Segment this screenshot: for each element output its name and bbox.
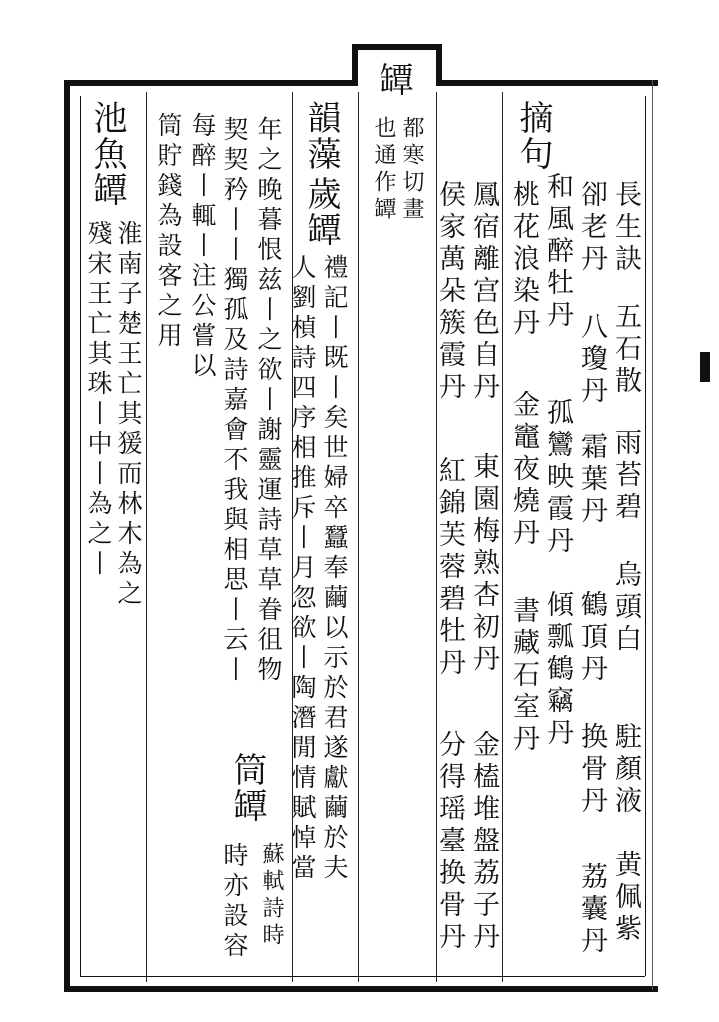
- col2-item-3: 霜葉丹: [576, 432, 607, 528]
- frame-inner-right: [645, 96, 646, 976]
- section-note-1: 都寒切畫: [399, 116, 424, 224]
- col1-item-5: 駐顏液: [610, 722, 641, 818]
- frame-left: [64, 80, 70, 992]
- heading-chiyutan: 池魚罈: [87, 100, 127, 208]
- col1-item-6: 黄佩紫: [610, 850, 641, 946]
- col6-item-3: 分得瑶臺换骨丹: [434, 730, 465, 954]
- col2-item-1: 卻老丹: [576, 180, 607, 276]
- col2-item-6: 荔囊丹: [576, 862, 607, 958]
- edge-line: [652, 80, 653, 990]
- col1-item-3: 雨苔碧: [610, 428, 641, 524]
- col4-item-2: 金竈夜燒丹: [508, 390, 539, 550]
- col11-text-1: 每醉丨輒丨注公嘗以: [188, 112, 217, 382]
- heading-zhaiju: 摘句: [513, 100, 553, 172]
- col3-item-1: 和風醉牡丹: [542, 172, 573, 332]
- col14-text: 殘宋王亡其珠丨中丨為之丨: [84, 220, 113, 580]
- tab-right: [436, 44, 442, 86]
- frame-inner-left: [80, 96, 81, 976]
- col5-item-3: 金榼堆盤荔子丹: [468, 730, 499, 954]
- section-title: 罈: [373, 62, 413, 98]
- heading-suitan: 歲罈: [301, 176, 341, 248]
- divider-1: [146, 92, 147, 982]
- col3-item-2: 孤鸞映霞丹: [542, 398, 573, 558]
- col8-text: 人劉楨詩四序相推斥丨月忽欲丨陶潛閒情賦悼當: [288, 254, 317, 884]
- tab-left: [352, 44, 358, 86]
- col10-text: 契契矜丨丨獨孤及詩嘉會不我與相思丨云丨: [220, 116, 249, 686]
- tongtan-tail: 時亦設容: [220, 842, 249, 962]
- col4-item-1: 桃花浪染丹: [508, 180, 539, 340]
- divider-5: [502, 92, 503, 982]
- frame-bottom: [64, 986, 658, 992]
- col6-item-2: 紅錦芙蓉碧牡丹: [434, 456, 465, 680]
- tab-top: [352, 44, 442, 50]
- col1-item-4: 烏頭白: [610, 560, 641, 656]
- col1-item-2: 五石散: [610, 302, 641, 398]
- frame-top-right: [436, 80, 658, 86]
- edge-mark: [700, 352, 710, 382]
- col13-text: 淮南子楚王亡其猨而林木為之: [114, 220, 143, 610]
- col1-item-1: 長生訣: [610, 180, 641, 276]
- col5-item-2: 東園梅熟杏初丹: [468, 452, 499, 676]
- section-note-2: 也通作罈: [371, 116, 396, 224]
- heading-yunzao: 韻藻: [301, 100, 341, 172]
- col2-item-5: 换骨丹: [576, 722, 607, 818]
- col6-item-1: 侯家萬朵簇霞丹: [434, 180, 465, 404]
- col4-item-3: 書藏石室丹: [508, 596, 539, 756]
- col2-item-2: 八瓊丹: [576, 312, 607, 408]
- col7-text: 禮記丨既丨矣世婦卒蠶奉繭以示於君遂獻繭於夫: [320, 254, 349, 884]
- divider-3: [358, 92, 359, 982]
- col11-text-2: 筒貯錢為設客之用: [154, 112, 183, 352]
- frame-inner-bottom: [80, 976, 645, 977]
- frame-top-left: [64, 80, 356, 86]
- col9-text: 年之晚暮恨兹丨之欲丨謝靈運詩草草眷徂物: [254, 116, 283, 686]
- col3-item-3: 傾瓢鶴竊丹: [542, 590, 573, 750]
- tongtan-note: 蘇軾詩時: [259, 842, 284, 950]
- heading-tongtan: 筒罈: [227, 752, 267, 824]
- col2-item-4: 鶴頂丹: [576, 590, 607, 686]
- col5-item-1: 鳳宿離宫色自丹: [468, 180, 499, 404]
